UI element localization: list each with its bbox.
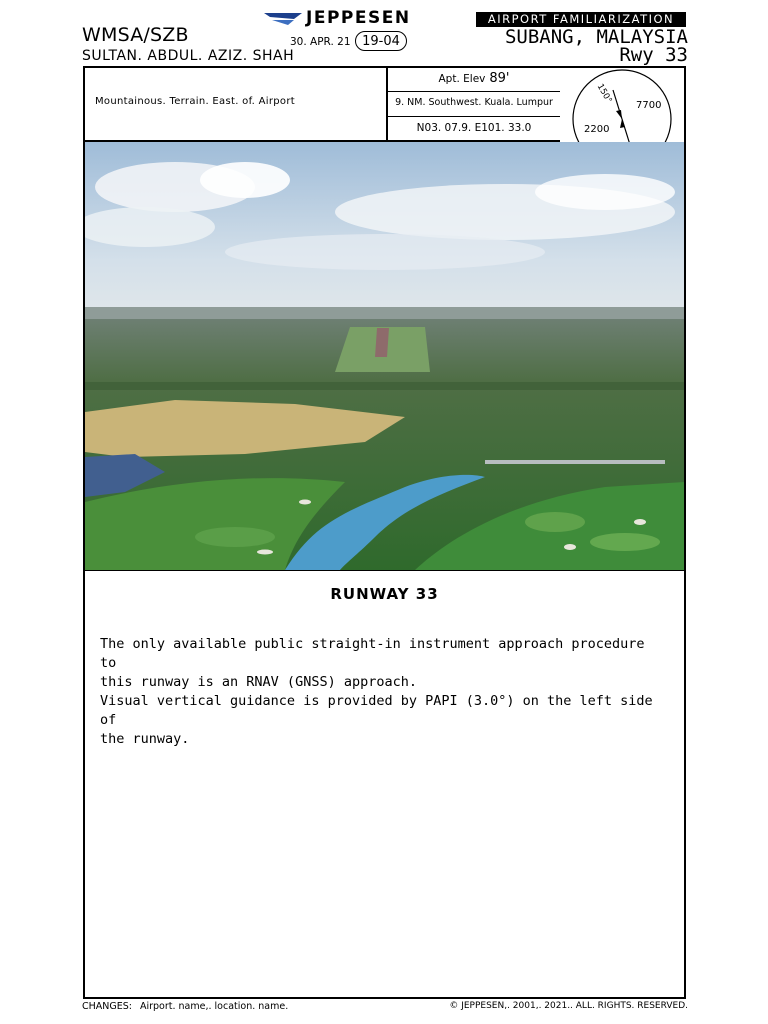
papi-paragraph — [100, 692, 660, 749]
approach-paragraph — [100, 635, 660, 692]
airport-coordinates: N03. 07.9. E101. 33.0 — [416, 122, 532, 134]
jeppesen-swoosh-icon — [264, 11, 304, 27]
changes-note — [82, 1001, 288, 1012]
chart-type-banner: AIRPORT FAMILIARIZATION — [476, 12, 686, 27]
chart-number: 19-04 — [355, 31, 407, 51]
city-country: SUBANG, MALAYSIA — [504, 26, 688, 48]
approach-text-line-1: The only available public straight-in instrument approach procedure to — [100, 636, 645, 671]
elevation-label: Apt. Elev — [438, 73, 486, 85]
airport-elevation — [388, 68, 560, 90]
brand-name: JEPPESEN — [306, 8, 411, 28]
terrain-note: Mountainous. Terrain. East. of. Airport — [95, 96, 295, 107]
msa-bearing-a: 150° — [594, 82, 614, 106]
airport-identifier: WMSA/SZB — [82, 24, 189, 46]
jeppesen-logo — [264, 9, 434, 29]
runway-designator: Rwy 33 — [619, 44, 688, 66]
runway-heading: RUNWAY 33 — [330, 585, 439, 603]
papi-text-line-2: the runway. — [100, 731, 190, 747]
msa-altitude-left: 2200 — [584, 124, 610, 135]
changes-label: CHANGES: — [82, 1001, 132, 1012]
approach-text-line-2: this runway is an RNAV (GNSS) approach. — [100, 674, 417, 690]
elevation-value: 89' — [489, 71, 510, 86]
airport-name: SULTAN. ABDUL. AZIZ. SHAH — [82, 48, 295, 64]
aerial-runway-photo — [85, 142, 684, 570]
chart-date: 30. APR. 21 — [290, 36, 351, 48]
papi-text-line-1: Visual vertical guidance is provided by PAPI (3.0°) on the left side of — [100, 693, 653, 728]
changes-text: Airport. name,. location. name. — [139, 1001, 289, 1012]
aerial-photo-image — [85, 142, 684, 570]
copyright-notice: © JEPPESEN,. 2001,. 2021.. ALL. RIGHTS. RESERVED. — [449, 1001, 688, 1011]
msa-altitude-right: 7700 — [636, 100, 662, 111]
airport-location: 9. NM. Southwest. Kuala. Lumpur — [395, 97, 553, 108]
